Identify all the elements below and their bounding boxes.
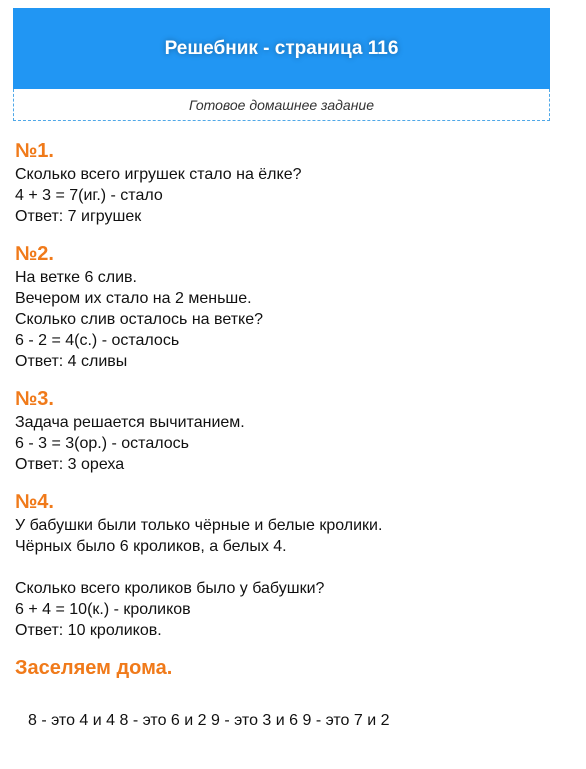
task-4: [15, 489, 555, 641]
task-line: Ответ: 7 игрушек: [15, 208, 142, 225]
task-line: Задача решается вычитанием.: [15, 414, 245, 431]
task-line: 6 - 3 = 3(ор.) - осталось: [15, 435, 189, 452]
task-line: У бабушки были только чёрные и белые кролики.: [15, 517, 383, 534]
task-line: Вечером их стало на 2 меньше.: [15, 290, 252, 307]
task-line: Сколько всего игрушек стало на ёлке?: [15, 166, 302, 183]
solutions-content: [15, 138, 555, 681]
task-line: 6 - 2 = 4(с.) - осталось: [15, 332, 180, 349]
page-title: Решебник - страница 116: [164, 37, 399, 59]
page-subheader: [13, 89, 550, 121]
task-line: Ответ: 10 кроликов.: [15, 622, 162, 639]
task-line: 6 + 4 = 10(к.) - кроликов: [15, 601, 191, 618]
task-line: Ответ: 3 ореха: [15, 456, 125, 473]
task-line: Чёрных было 6 кроликов, а белых 4.: [15, 538, 287, 555]
task-line: Ответ: 4 сливы: [15, 353, 128, 370]
task-number: №2.: [15, 243, 54, 265]
task-number: №1.: [15, 140, 54, 162]
spacer: [15, 557, 555, 578]
task-number: №4.: [15, 491, 54, 513]
task-1: [15, 138, 555, 227]
task-line: 4 + 3 = 7(иг.) - стало: [15, 187, 163, 204]
page-subtitle: Готовое домашнее задание: [188, 96, 374, 113]
section-answer: 8 - это 4 и 4 8 - это 6 и 2 9 - это 3 и 6 9 - это 7 и 2: [28, 712, 390, 729]
page-header: [13, 8, 550, 89]
task-number: №3.: [15, 388, 54, 410]
task-line: На ветке 6 слив.: [15, 269, 137, 286]
task-2: [15, 241, 555, 372]
task-line: Сколько слив осталось на ветке?: [15, 311, 264, 328]
task-3: [15, 386, 555, 475]
task-line: Сколько всего кроликов было у бабушки?: [15, 580, 325, 597]
section-title: Заселяем дома.: [15, 657, 173, 679]
